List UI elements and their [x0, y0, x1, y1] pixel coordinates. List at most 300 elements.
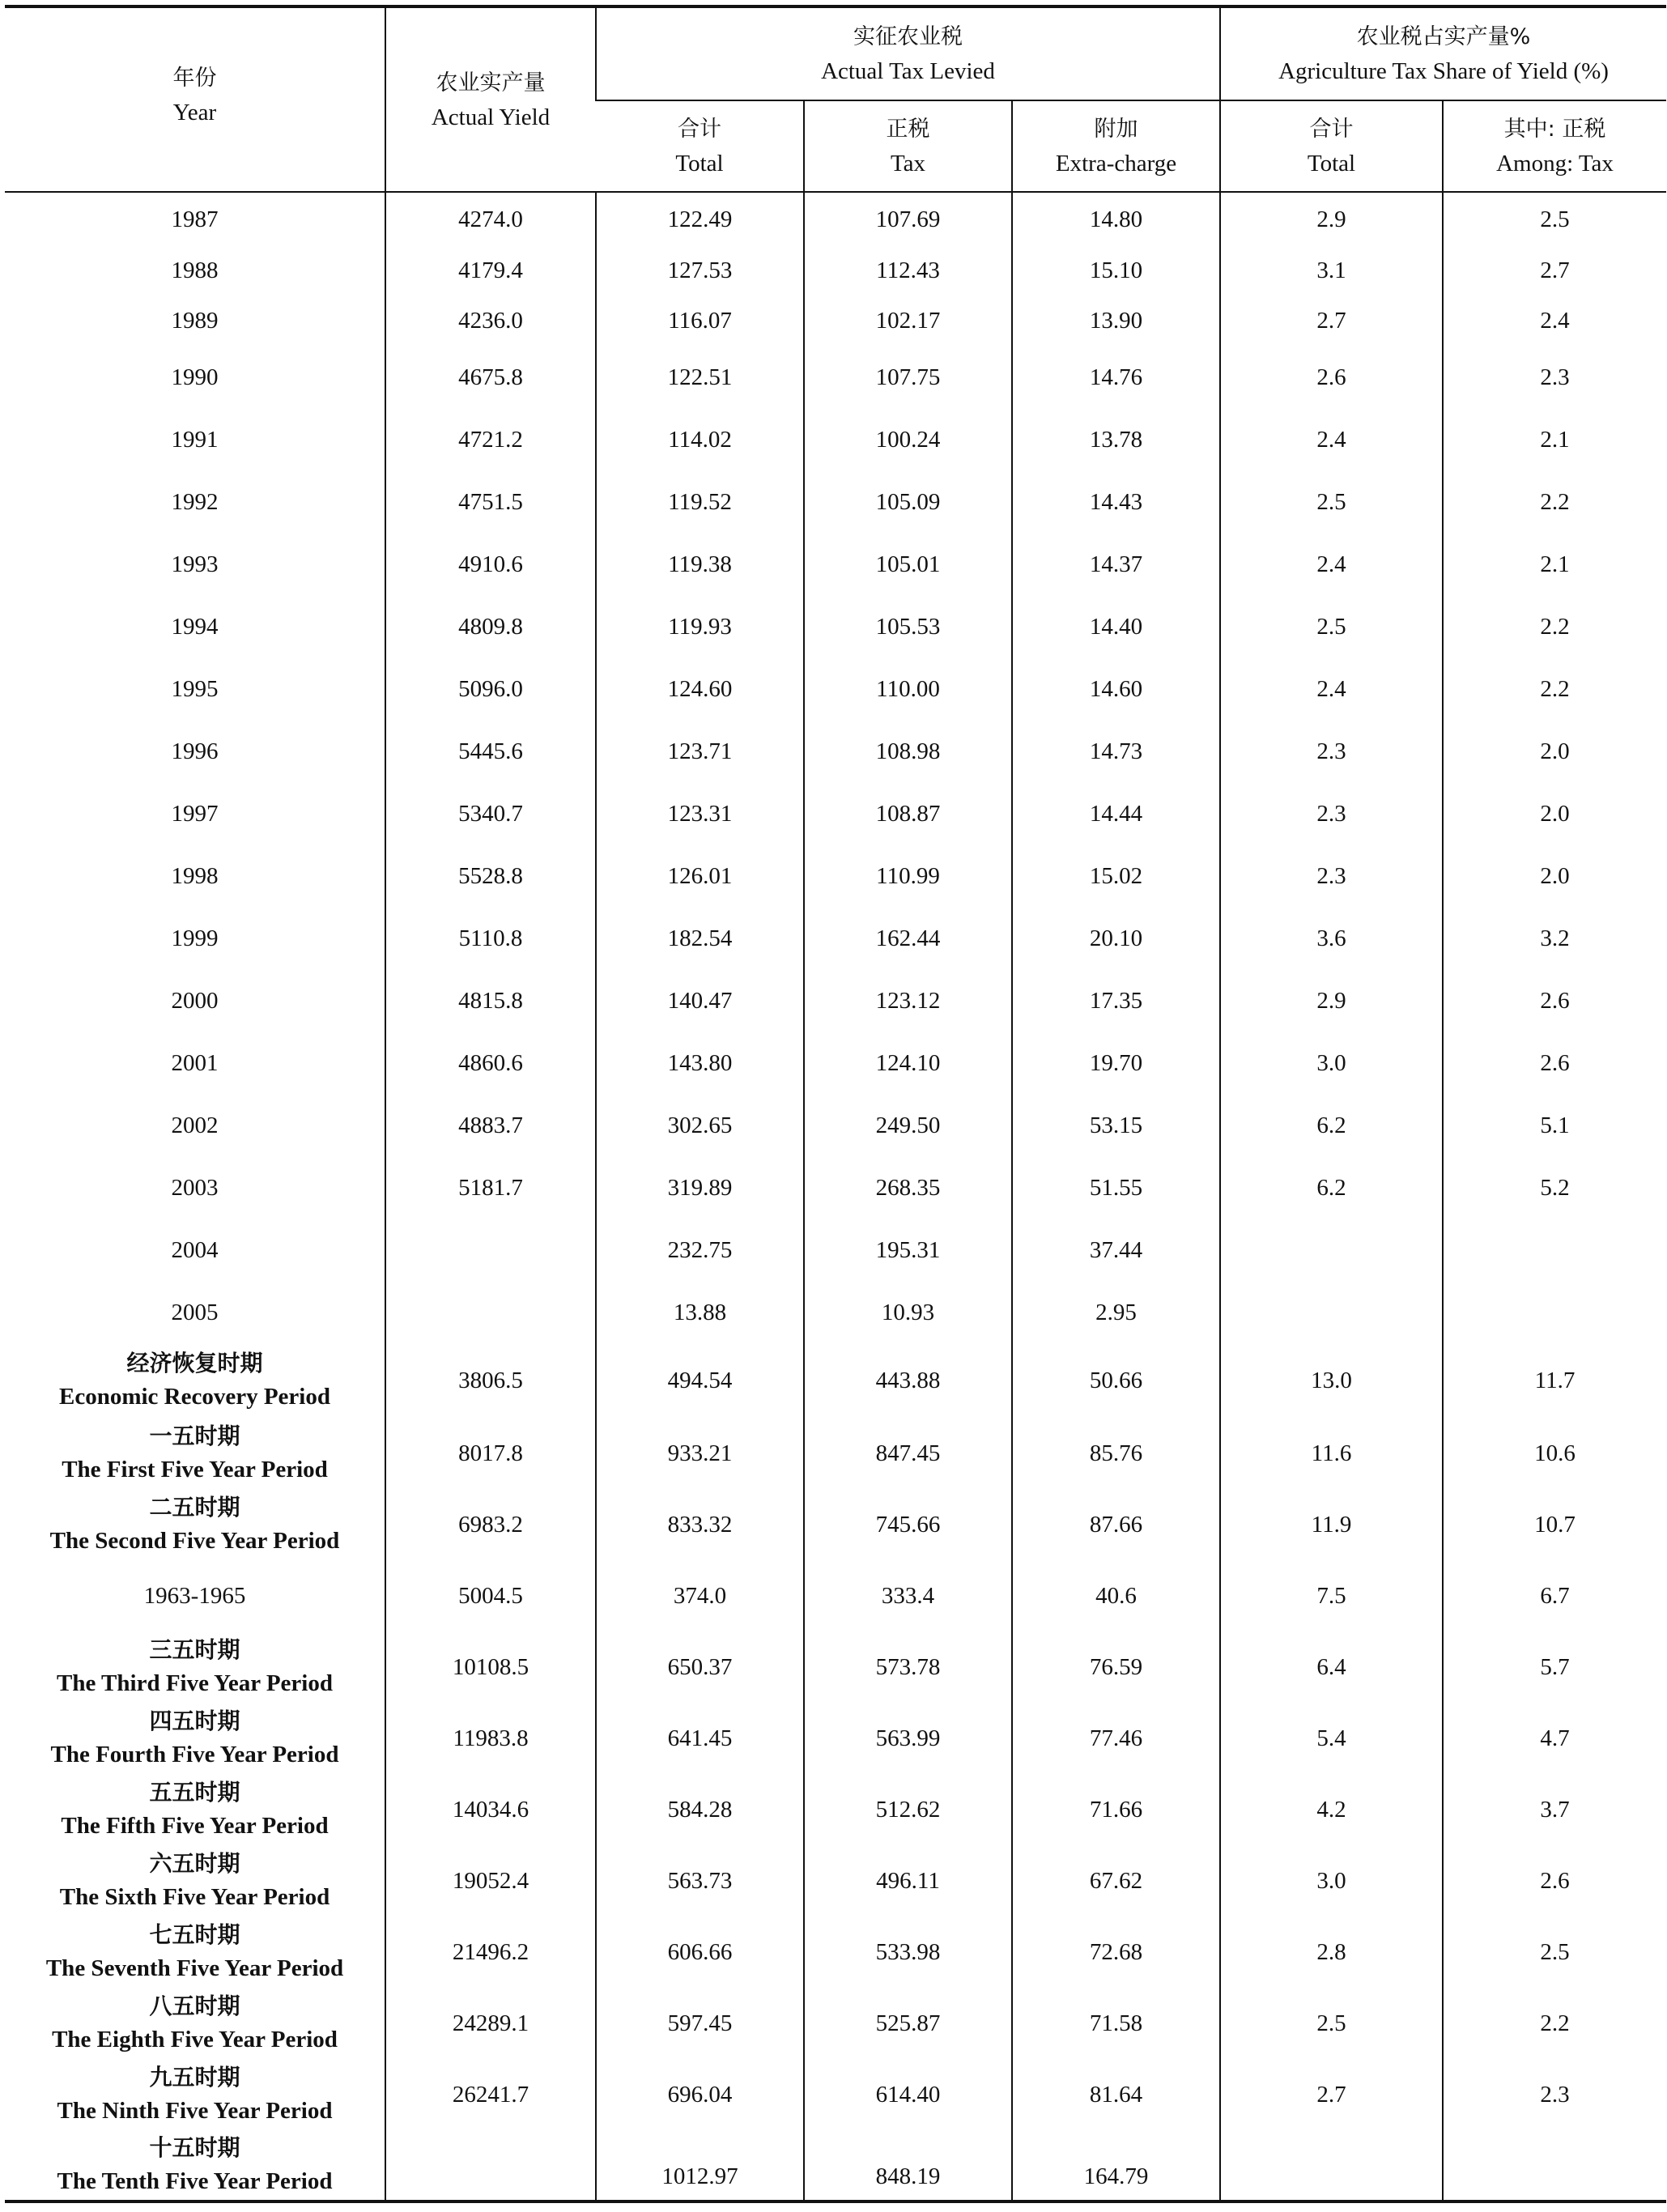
- header-share-group: [1220, 6, 1666, 100]
- tax-total-cell: 114.02: [596, 408, 804, 470]
- tax-total-cell: 13.88: [596, 1281, 804, 1343]
- period-name-zh: 二五时期: [149, 1494, 240, 1521]
- tax-total-cell: 1012.97: [596, 2130, 804, 2201]
- header-stotal-en: Total: [1307, 150, 1356, 177]
- header-among-en: Among: Tax: [1496, 150, 1614, 177]
- tax-cell: 525.87: [804, 1988, 1012, 2059]
- actual-yield-cell: 5340.7: [385, 782, 596, 844]
- period-name-zh: 九五时期: [149, 2064, 240, 2091]
- actual-yield-cell: [385, 2130, 596, 2201]
- share-total-cell: 2.4: [1220, 533, 1443, 595]
- period-cell: [5, 1418, 385, 1489]
- period-name-en: 1963-1965: [143, 1583, 246, 1609]
- period-row: [5, 1343, 1666, 1418]
- extra-charge-cell: 17.35: [1012, 969, 1220, 1032]
- share-total-cell: 2.7: [1220, 2059, 1443, 2130]
- header-yield-en: Actual Yield: [431, 104, 551, 130]
- period-row: [5, 1988, 1666, 2059]
- tax-total-cell: 119.38: [596, 533, 804, 595]
- period-cell: [5, 2059, 385, 2130]
- tax-cell: 110.99: [804, 844, 1012, 907]
- extra-charge-cell: 53.15: [1012, 1094, 1220, 1156]
- share-total-cell: 3.0: [1220, 1032, 1443, 1094]
- actual-yield-cell: [385, 1281, 596, 1343]
- tax-cell: 512.62: [804, 1774, 1012, 1845]
- table-row: [5, 595, 1666, 657]
- table-row: [5, 782, 1666, 844]
- year-cell: 1992: [171, 488, 219, 515]
- table-header: [5, 6, 1666, 192]
- tax-total-cell: 124.60: [596, 657, 804, 720]
- tax-cell: 496.11: [804, 1845, 1012, 1916]
- share-total-cell: 6.2: [1220, 1156, 1443, 1219]
- share-total-cell: 2.9: [1220, 969, 1443, 1032]
- actual-yield-cell: 4236.0: [385, 296, 596, 346]
- share-tax-cell: 2.2: [1443, 470, 1666, 533]
- period-name-zh: 八五时期: [149, 1993, 240, 2019]
- share-total-cell: 11.6: [1220, 1418, 1443, 1489]
- header-share-among-tax: [1443, 100, 1666, 192]
- tax-cell: 249.50: [804, 1094, 1012, 1156]
- share-total-cell: 3.1: [1220, 245, 1443, 296]
- share-tax-cell: 6.7: [1443, 1560, 1666, 1631]
- tax-total-cell: 494.54: [596, 1343, 804, 1418]
- period-row: [5, 2059, 1666, 2130]
- extra-charge-cell: 87.66: [1012, 1489, 1220, 1560]
- table-row: [5, 969, 1666, 1032]
- actual-yield-cell: 8017.8: [385, 1418, 596, 1489]
- table-row: [5, 192, 1666, 245]
- period-name-zh: 六五时期: [149, 1850, 240, 1877]
- share-tax-cell: 2.6: [1443, 1845, 1666, 1916]
- tax-cell: 102.17: [804, 296, 1012, 346]
- period-name-en: The Fourth Five Year Period: [50, 1742, 339, 1767]
- period-cell: [5, 1916, 385, 1988]
- period-name-zh: 七五时期: [149, 1921, 240, 1948]
- year-cell: 2004: [171, 1236, 219, 1263]
- period-name-zh: 经济恢复时期: [126, 1350, 263, 1376]
- share-tax-cell: 2.7: [1443, 245, 1666, 296]
- share-total-cell: 4.2: [1220, 1774, 1443, 1845]
- extra-charge-cell: 14.43: [1012, 470, 1220, 533]
- share-tax-cell: 2.2: [1443, 595, 1666, 657]
- year-cell: 1987: [171, 206, 219, 232]
- period-name-zh: 五五时期: [149, 1779, 240, 1806]
- share-tax-cell: 2.1: [1443, 408, 1666, 470]
- extra-charge-cell: 50.66: [1012, 1343, 1220, 1418]
- tax-cell: 107.75: [804, 346, 1012, 408]
- period-name-en: The Eighth Five Year Period: [52, 2027, 338, 2052]
- share-tax-cell: 2.5: [1443, 1916, 1666, 1988]
- share-tax-cell: 2.3: [1443, 2059, 1666, 2130]
- year-cell: 1999: [171, 925, 219, 951]
- share-total-cell: 2.4: [1220, 408, 1443, 470]
- actual-yield-cell: 14034.6: [385, 1774, 596, 1845]
- header-extra: [1012, 100, 1220, 192]
- extra-charge-cell: 14.44: [1012, 782, 1220, 844]
- tax-total-cell: 127.53: [596, 245, 804, 296]
- tax-cell: 107.69: [804, 192, 1012, 245]
- header-share-total: [1220, 100, 1443, 192]
- share-tax-cell: 10.7: [1443, 1489, 1666, 1560]
- table-row: [5, 1281, 1666, 1343]
- actual-yield-cell: 4883.7: [385, 1094, 596, 1156]
- table-row: [5, 408, 1666, 470]
- year-cell: 2000: [171, 987, 219, 1014]
- extra-charge-cell: 51.55: [1012, 1156, 1220, 1219]
- period-name-en: The Fifth Five Year Period: [61, 1813, 329, 1839]
- year-cell: 1991: [171, 426, 219, 453]
- tax-total-cell: 123.31: [596, 782, 804, 844]
- tax-total-cell: 584.28: [596, 1774, 804, 1845]
- table-row: [5, 346, 1666, 408]
- extra-charge-cell: 20.10: [1012, 907, 1220, 969]
- table-row: [5, 844, 1666, 907]
- period-row: [5, 1418, 1666, 1489]
- tax-total-cell: 650.37: [596, 1631, 804, 1703]
- extra-charge-cell: 2.95: [1012, 1281, 1220, 1343]
- header-extra-zh: 附加: [1094, 116, 1138, 142]
- period-name-en: The Third Five Year Period: [56, 1670, 333, 1696]
- year-cell: 1989: [171, 308, 219, 334]
- period-name-en: The Ninth Five Year Period: [57, 2098, 333, 2124]
- header-tax: [804, 100, 1012, 192]
- tax-total-cell: 123.71: [596, 720, 804, 782]
- tax-total-cell: 302.65: [596, 1094, 804, 1156]
- actual-yield-cell: 4809.8: [385, 595, 596, 657]
- tax-cell: 10.93: [804, 1281, 1012, 1343]
- actual-yield-cell: 4179.4: [385, 245, 596, 296]
- table-row: [5, 1094, 1666, 1156]
- period-row: [5, 2130, 1666, 2201]
- period-cell: [5, 1845, 385, 1916]
- period-row: [5, 1703, 1666, 1774]
- tax-total-cell: 119.52: [596, 470, 804, 533]
- tax-cell: 108.87: [804, 782, 1012, 844]
- period-cell: [5, 1560, 385, 1631]
- table-row: [5, 657, 1666, 720]
- period-cell: [5, 2130, 385, 2201]
- tax-cell: 268.35: [804, 1156, 1012, 1219]
- tax-total-cell: 606.66: [596, 1916, 804, 1988]
- share-total-cell: 2.8: [1220, 1916, 1443, 1988]
- share-total-cell: [1220, 2130, 1443, 2201]
- actual-yield-cell: 5096.0: [385, 657, 596, 720]
- header-extra-en: Extra-charge: [1055, 150, 1177, 177]
- tax-cell: 195.31: [804, 1219, 1012, 1281]
- extra-charge-cell: 14.40: [1012, 595, 1220, 657]
- period-cell: [5, 1343, 385, 1418]
- actual-yield-cell: 5528.8: [385, 844, 596, 907]
- actual-yield-cell: 4751.5: [385, 470, 596, 533]
- period-cell: [5, 1774, 385, 1845]
- actual-yield-cell: 4910.6: [385, 533, 596, 595]
- tax-total-cell: 319.89: [596, 1156, 804, 1219]
- period-row: [5, 1916, 1666, 1988]
- period-name-en: The Sixth Five Year Period: [59, 1884, 330, 1910]
- header-year-en: Year: [172, 100, 217, 125]
- share-total-cell: [1220, 1281, 1443, 1343]
- year-cell: 1988: [171, 257, 219, 283]
- tax-total-cell: 116.07: [596, 296, 804, 346]
- period-row: [5, 1560, 1666, 1631]
- tax-total-cell: 563.73: [596, 1845, 804, 1916]
- share-tax-cell: 2.0: [1443, 720, 1666, 782]
- period-name-en: The Seventh Five Year Period: [45, 1955, 344, 1981]
- share-total-cell: 3.6: [1220, 907, 1443, 969]
- tax-cell: 443.88: [804, 1343, 1012, 1418]
- actual-yield-cell: 3806.5: [385, 1343, 596, 1418]
- share-total-cell: 2.5: [1220, 470, 1443, 533]
- table-row: [5, 470, 1666, 533]
- share-tax-cell: 5.7: [1443, 1631, 1666, 1703]
- extra-charge-cell: 67.62: [1012, 1845, 1220, 1916]
- extra-charge-cell: 76.59: [1012, 1631, 1220, 1703]
- extra-charge-cell: 14.80: [1012, 192, 1220, 245]
- actual-yield-cell: 4675.8: [385, 346, 596, 408]
- header-total-en: Total: [675, 150, 724, 177]
- tax-cell: 124.10: [804, 1032, 1012, 1094]
- header-total: [596, 100, 804, 192]
- extra-charge-cell: 81.64: [1012, 2059, 1220, 2130]
- share-tax-cell: 5.1: [1443, 1094, 1666, 1156]
- tax-total-cell: 182.54: [596, 907, 804, 969]
- year-cell: 1996: [171, 738, 219, 764]
- tax-total-cell: 833.32: [596, 1489, 804, 1560]
- period-name-zh: 一五时期: [149, 1423, 240, 1449]
- header-stotal-zh: 合计: [1309, 116, 1354, 142]
- tax-total-cell: 696.04: [596, 2059, 804, 2130]
- header-among-zh: 其中: 正税: [1503, 116, 1606, 142]
- share-tax-cell: 2.3: [1443, 346, 1666, 408]
- share-tax-cell: 2.4: [1443, 296, 1666, 346]
- share-total-cell: 2.3: [1220, 720, 1443, 782]
- share-total-cell: 5.4: [1220, 1703, 1443, 1774]
- actual-yield-cell: 21496.2: [385, 1916, 596, 1988]
- extra-charge-cell: 71.66: [1012, 1774, 1220, 1845]
- year-cell: 2003: [171, 1174, 219, 1201]
- tax-cell: 110.00: [804, 657, 1012, 720]
- tax-total-cell: 122.49: [596, 192, 804, 245]
- table-row: [5, 533, 1666, 595]
- header-year-zh: 年份: [172, 66, 217, 91]
- period-row: [5, 1774, 1666, 1845]
- actual-yield-cell: 4721.2: [385, 408, 596, 470]
- share-tax-cell: 2.1: [1443, 533, 1666, 595]
- tax-cell: 847.45: [804, 1418, 1012, 1489]
- table-row: [5, 1032, 1666, 1094]
- share-tax-cell: 2.2: [1443, 1988, 1666, 2059]
- share-tax-cell: 10.6: [1443, 1418, 1666, 1489]
- header-levied-en: Actual Tax Levied: [821, 57, 995, 84]
- tax-total-cell: 122.51: [596, 346, 804, 408]
- period-cell: [5, 1489, 385, 1560]
- extra-charge-cell: 13.78: [1012, 408, 1220, 470]
- period-row: [5, 1845, 1666, 1916]
- share-total-cell: 7.5: [1220, 1560, 1443, 1631]
- share-tax-cell: 2.5: [1443, 192, 1666, 245]
- share-total-cell: 2.9: [1220, 192, 1443, 245]
- share-tax-cell: 3.7: [1443, 1774, 1666, 1845]
- extra-charge-cell: 77.46: [1012, 1703, 1220, 1774]
- period-row: [5, 1489, 1666, 1560]
- table-row: [5, 1219, 1666, 1281]
- tax-cell: 745.66: [804, 1489, 1012, 1560]
- year-cell: 1998: [171, 862, 219, 889]
- share-total-cell: [1220, 1219, 1443, 1281]
- tax-cell: 112.43: [804, 245, 1012, 296]
- year-cell: 1995: [171, 675, 219, 702]
- tax-total-cell: 374.0: [596, 1560, 804, 1631]
- header-tax-zh: 正税: [886, 116, 930, 142]
- extra-charge-cell: 85.76: [1012, 1418, 1220, 1489]
- tax-cell: 105.53: [804, 595, 1012, 657]
- tax-cell: 123.12: [804, 969, 1012, 1032]
- header-yield-zh: 农业实产量: [436, 70, 546, 96]
- tax-cell: 614.40: [804, 2059, 1012, 2130]
- share-tax-cell: 3.2: [1443, 907, 1666, 969]
- actual-yield-cell: 5110.8: [385, 907, 596, 969]
- share-total-cell: 2.5: [1220, 1988, 1443, 2059]
- header-year: [5, 6, 385, 192]
- tax-total-cell: 126.01: [596, 844, 804, 907]
- year-cell: 2001: [171, 1049, 219, 1076]
- header-total-zh: 合计: [678, 116, 721, 142]
- tax-cell: 573.78: [804, 1631, 1012, 1703]
- tax-cell: 333.4: [804, 1560, 1012, 1631]
- tax-cell: 848.19: [804, 2130, 1012, 2201]
- period-cell: [5, 1631, 385, 1703]
- tax-cell: 105.01: [804, 533, 1012, 595]
- year-cell: 1997: [171, 800, 219, 827]
- extra-charge-cell: 14.76: [1012, 346, 1220, 408]
- table-row: [5, 1156, 1666, 1219]
- tax-total-cell: 143.80: [596, 1032, 804, 1094]
- period-name-zh: 十五时期: [149, 2134, 240, 2161]
- share-total-cell: 2.5: [1220, 595, 1443, 657]
- share-tax-cell: 2.6: [1443, 969, 1666, 1032]
- tax-cell: 533.98: [804, 1916, 1012, 1988]
- share-tax-cell: 2.0: [1443, 782, 1666, 844]
- actual-yield-cell: 4815.8: [385, 969, 596, 1032]
- extra-charge-cell: 14.60: [1012, 657, 1220, 720]
- tax-cell: 105.09: [804, 470, 1012, 533]
- period-name-en: The Second Five Year Period: [49, 1528, 340, 1554]
- actual-yield-cell: [385, 1219, 596, 1281]
- year-cell: 2005: [171, 1299, 219, 1325]
- actual-yield-cell: 6983.2: [385, 1489, 596, 1560]
- share-total-cell: 13.0: [1220, 1343, 1443, 1418]
- period-name-zh: 四五时期: [149, 1708, 240, 1734]
- actual-yield-cell: 26241.7: [385, 2059, 596, 2130]
- actual-yield-cell: 5445.6: [385, 720, 596, 782]
- tax-total-cell: 641.45: [596, 1703, 804, 1774]
- share-tax-cell: [1443, 1219, 1666, 1281]
- actual-yield-cell: 4860.6: [385, 1032, 596, 1094]
- share-total-cell: 2.4: [1220, 657, 1443, 720]
- period-cell: [5, 1703, 385, 1774]
- share-total-cell: 3.0: [1220, 1845, 1443, 1916]
- share-total-cell: 2.7: [1220, 296, 1443, 346]
- extra-charge-cell: 71.58: [1012, 1988, 1220, 2059]
- tax-cell: 100.24: [804, 408, 1012, 470]
- tax-cell: 108.98: [804, 720, 1012, 782]
- extra-charge-cell: 164.79: [1012, 2130, 1220, 2201]
- year-cell: 2002: [171, 1112, 219, 1138]
- period-name-en: The Tenth Five Year Period: [57, 2168, 333, 2194]
- actual-yield-cell: 11983.8: [385, 1703, 596, 1774]
- share-total-cell: 2.3: [1220, 782, 1443, 844]
- year-cell: 1993: [171, 551, 219, 577]
- share-total-cell: 11.9: [1220, 1489, 1443, 1560]
- tax-cell: 563.99: [804, 1703, 1012, 1774]
- tax-total-cell: 933.21: [596, 1418, 804, 1489]
- share-tax-cell: 5.2: [1443, 1156, 1666, 1219]
- extra-charge-cell: 14.37: [1012, 533, 1220, 595]
- year-cell: 1990: [171, 364, 219, 390]
- header-share-zh: 农业税占实产量%: [1356, 23, 1531, 49]
- header-share-en: Agriculture Tax Share of Yield (%): [1278, 57, 1609, 84]
- actual-yield-cell: 4274.0: [385, 192, 596, 245]
- share-total-cell: 2.3: [1220, 844, 1443, 907]
- table-row: [5, 296, 1666, 346]
- extra-charge-cell: 37.44: [1012, 1219, 1220, 1281]
- actual-yield-cell: 24289.1: [385, 1988, 596, 2059]
- period-name-zh: 三五时期: [149, 1636, 240, 1663]
- extra-charge-cell: 15.02: [1012, 844, 1220, 907]
- header-yield: [385, 6, 596, 192]
- actual-yield-cell: 5181.7: [385, 1156, 596, 1219]
- extra-charge-cell: 19.70: [1012, 1032, 1220, 1094]
- share-total-cell: 6.4: [1220, 1631, 1443, 1703]
- extra-charge-cell: 40.6: [1012, 1560, 1220, 1631]
- actual-yield-cell: 5004.5: [385, 1560, 596, 1631]
- tax-total-cell: 140.47: [596, 969, 804, 1032]
- tax-total-cell: 232.75: [596, 1219, 804, 1281]
- share-total-cell: 2.6: [1220, 346, 1443, 408]
- agriculture-tax-table: [5, 5, 1666, 2203]
- table-row: [5, 720, 1666, 782]
- share-tax-cell: 4.7: [1443, 1703, 1666, 1774]
- actual-yield-cell: 19052.4: [385, 1845, 596, 1916]
- share-tax-cell: 11.7: [1443, 1343, 1666, 1418]
- share-tax-cell: [1443, 1281, 1666, 1343]
- extra-charge-cell: 72.68: [1012, 1916, 1220, 1988]
- tax-total-cell: 597.45: [596, 1988, 804, 2059]
- period-cell: [5, 1988, 385, 2059]
- actual-yield-cell: 10108.5: [385, 1631, 596, 1703]
- share-tax-cell: 2.2: [1443, 657, 1666, 720]
- tax-total-cell: 119.93: [596, 595, 804, 657]
- table-row: [5, 245, 1666, 296]
- extra-charge-cell: 15.10: [1012, 245, 1220, 296]
- header-tax-levied-group: [596, 6, 1220, 100]
- period-row: [5, 1631, 1666, 1703]
- share-tax-cell: [1443, 2130, 1666, 2201]
- extra-charge-cell: 13.90: [1012, 296, 1220, 346]
- header-tax-en: Tax: [890, 150, 926, 177]
- tax-cell: 162.44: [804, 907, 1012, 969]
- extra-charge-cell: 14.73: [1012, 720, 1220, 782]
- period-name-en: The First Five Year Period: [62, 1457, 328, 1482]
- header-levied-zh: 实征农业税: [853, 23, 963, 49]
- year-cell: 1994: [171, 613, 219, 640]
- table-body: [5, 192, 1666, 2201]
- share-tax-cell: 2.6: [1443, 1032, 1666, 1094]
- table-row: [5, 907, 1666, 969]
- period-name-en: Economic Recovery Period: [58, 1384, 330, 1410]
- share-total-cell: 6.2: [1220, 1094, 1443, 1156]
